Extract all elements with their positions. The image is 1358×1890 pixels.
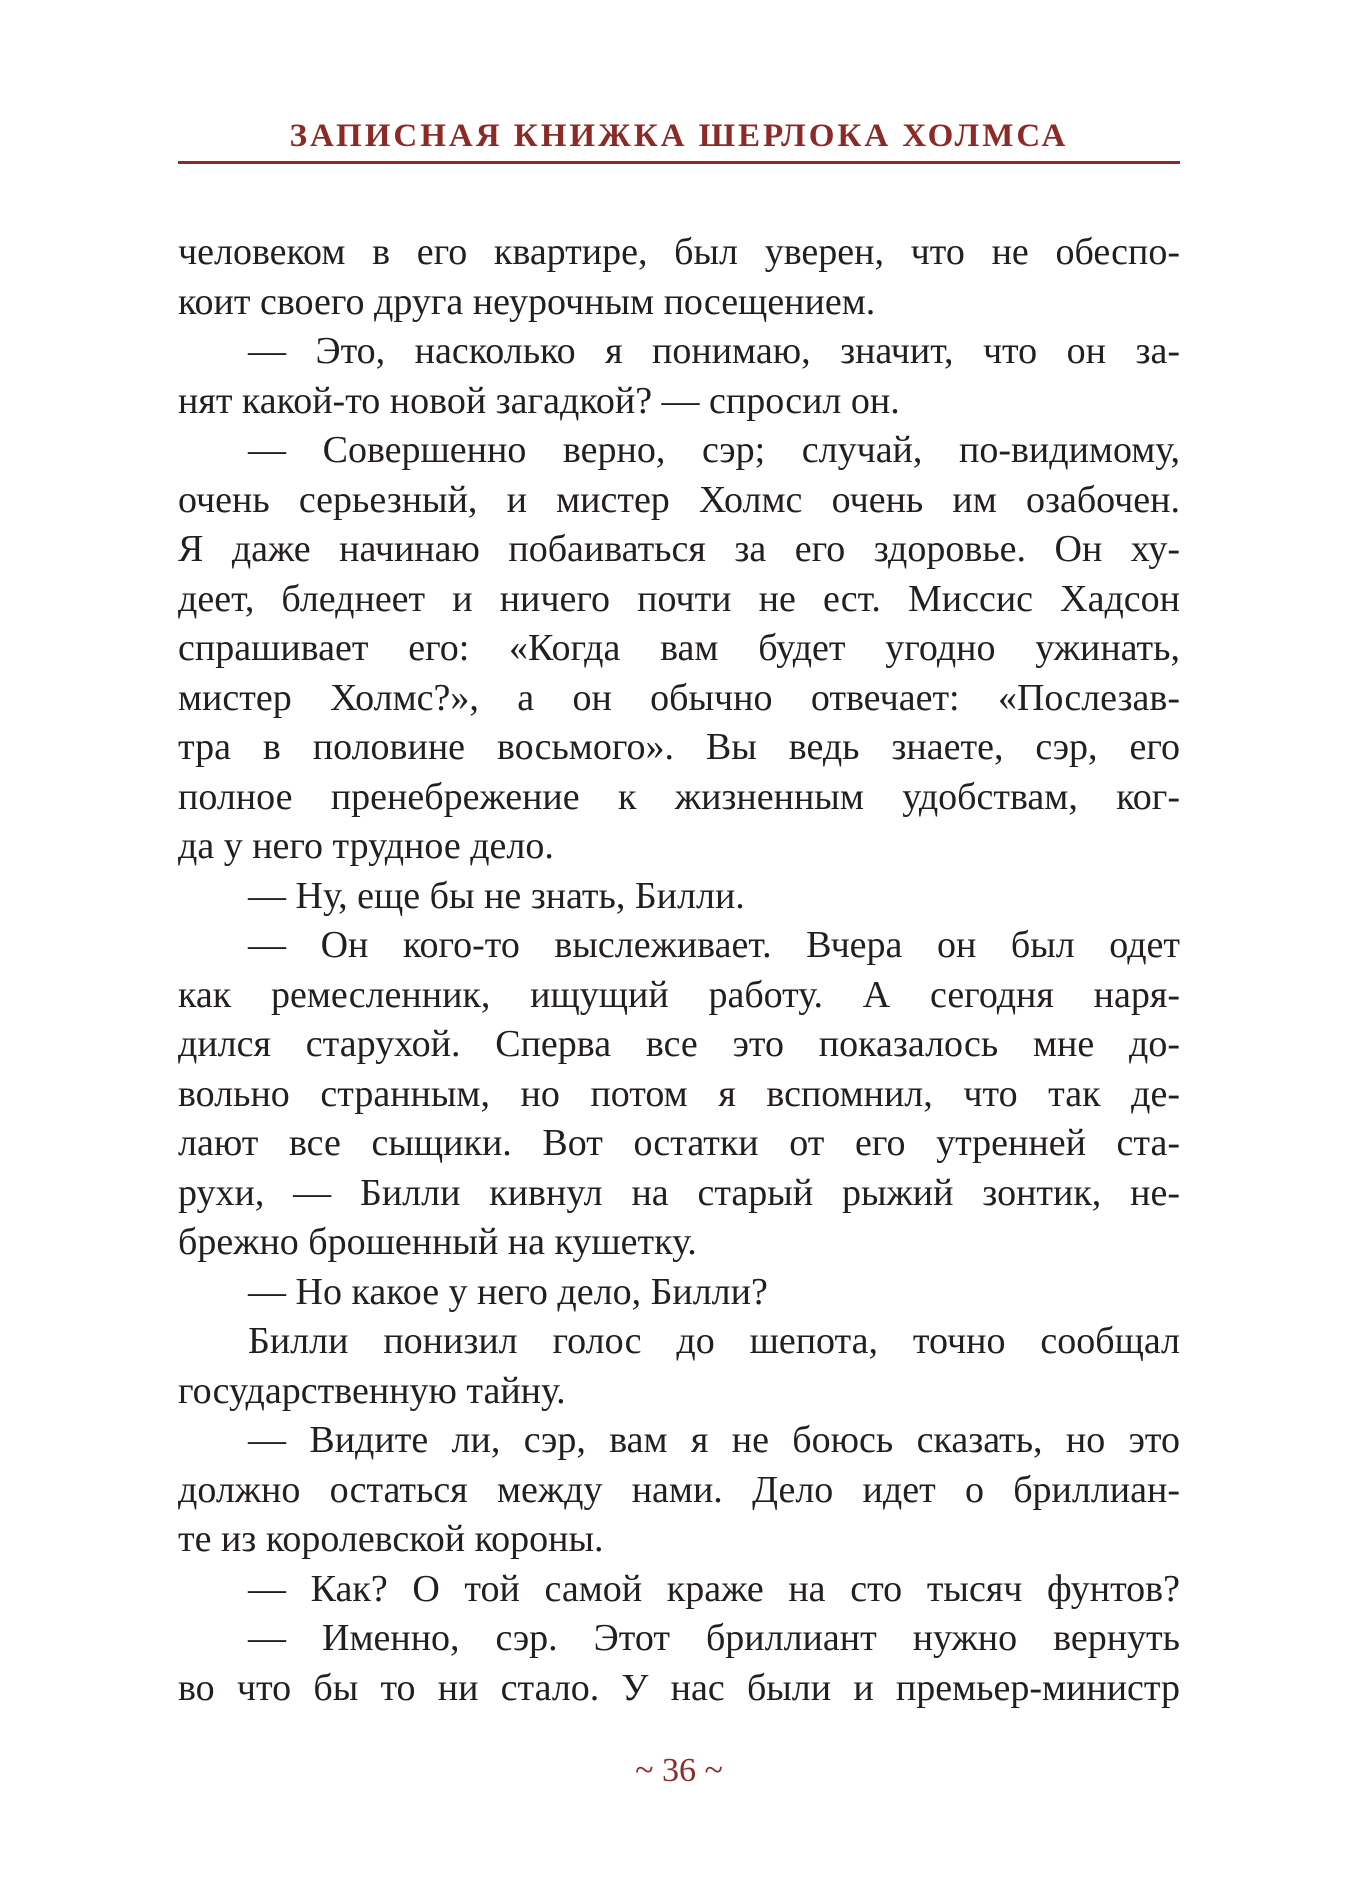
text-line: — Но какое у него дело, Билли? xyxy=(248,1270,768,1313)
text-line: да у него трудное дело. xyxy=(178,825,554,867)
text-line: лают все сыщики. Вот остатки от его утренней ста- xyxy=(178,1122,1180,1164)
text-line: деет, бледнеет и ничего почти не ест. Миссис Хадсон xyxy=(178,577,1180,620)
text-line: как ремесленник, ищущий работу. А сегодня наря- xyxy=(178,973,1180,1016)
text-line: — Это, насколько я понимаю, значит, что он за- xyxy=(248,330,1180,372)
text-line: тра в половине восьмого». Вы ведь знаете, сэр, его xyxy=(178,726,1180,768)
text-line: коит своего друга неурочным посещением. xyxy=(178,280,876,323)
body-text xyxy=(178,228,1180,1713)
text-line: во что бы то ни стало. У нас были и премьер-министр xyxy=(178,1666,1180,1709)
text-line: вольно странным, но потом я вспомнил, что так де- xyxy=(178,1072,1180,1115)
running-head: ЗАПИСНАЯ КНИЖКА ШЕРЛОКА ХОЛМСА xyxy=(289,118,1069,154)
text-line: — Он кого-то выслеживает. Вчера он был одет xyxy=(248,924,1180,966)
text-line: спрашивает его: «Когда вам будет угодно ужинать, xyxy=(178,627,1180,669)
text-line: рухи, — Билли кивнул на старый рыжий зонтик, не- xyxy=(178,1171,1180,1214)
text-line: очень серьезный, и мистер Холмс очень им озабочен. xyxy=(178,478,1180,521)
text-line: — Как? О той самой краже на сто тысяч фунтов? xyxy=(248,1567,1180,1610)
text-line: мистер Холмс?», а он обычно отвечает: «Послезав- xyxy=(178,676,1180,719)
text-line: человеком в его квартире, был уверен, что не обеспо- xyxy=(178,231,1180,273)
text-line: — Именно, сэр. Этот бриллиант нужно вернуть xyxy=(248,1617,1180,1659)
text-line: брежно брошенный на кушетку. xyxy=(178,1221,697,1263)
text-line: — Совершенно верно, сэр; случай, по-видимому, xyxy=(248,429,1180,471)
text-line: полное пренебрежение к жизненным удобствам, ког- xyxy=(178,775,1180,818)
text-line: Я даже начинаю побаиваться за его здоровье. Он ху- xyxy=(178,528,1180,570)
text-line: — Видите ли, сэр, вам я не боюсь сказать, но это xyxy=(248,1419,1180,1461)
text-line: Билли понизил голос до шепота, точно сообщал xyxy=(248,1320,1180,1362)
text-line: нят какой-то новой загадкой? — спросил он. xyxy=(178,379,900,422)
page-number: ~ 36 ~ xyxy=(635,1752,723,1789)
text-line: дился старухой. Сперва все это показалось мне до- xyxy=(178,1023,1180,1065)
text-line: те из королевской короны. xyxy=(178,1518,604,1560)
text-line: — Ну, еще бы не знать, Билли. xyxy=(248,874,745,917)
text-line: должно остаться между нами. Дело идет о бриллиан- xyxy=(178,1468,1180,1511)
header-rule xyxy=(178,161,1180,164)
text-line: государственную тайну. xyxy=(178,1369,566,1412)
